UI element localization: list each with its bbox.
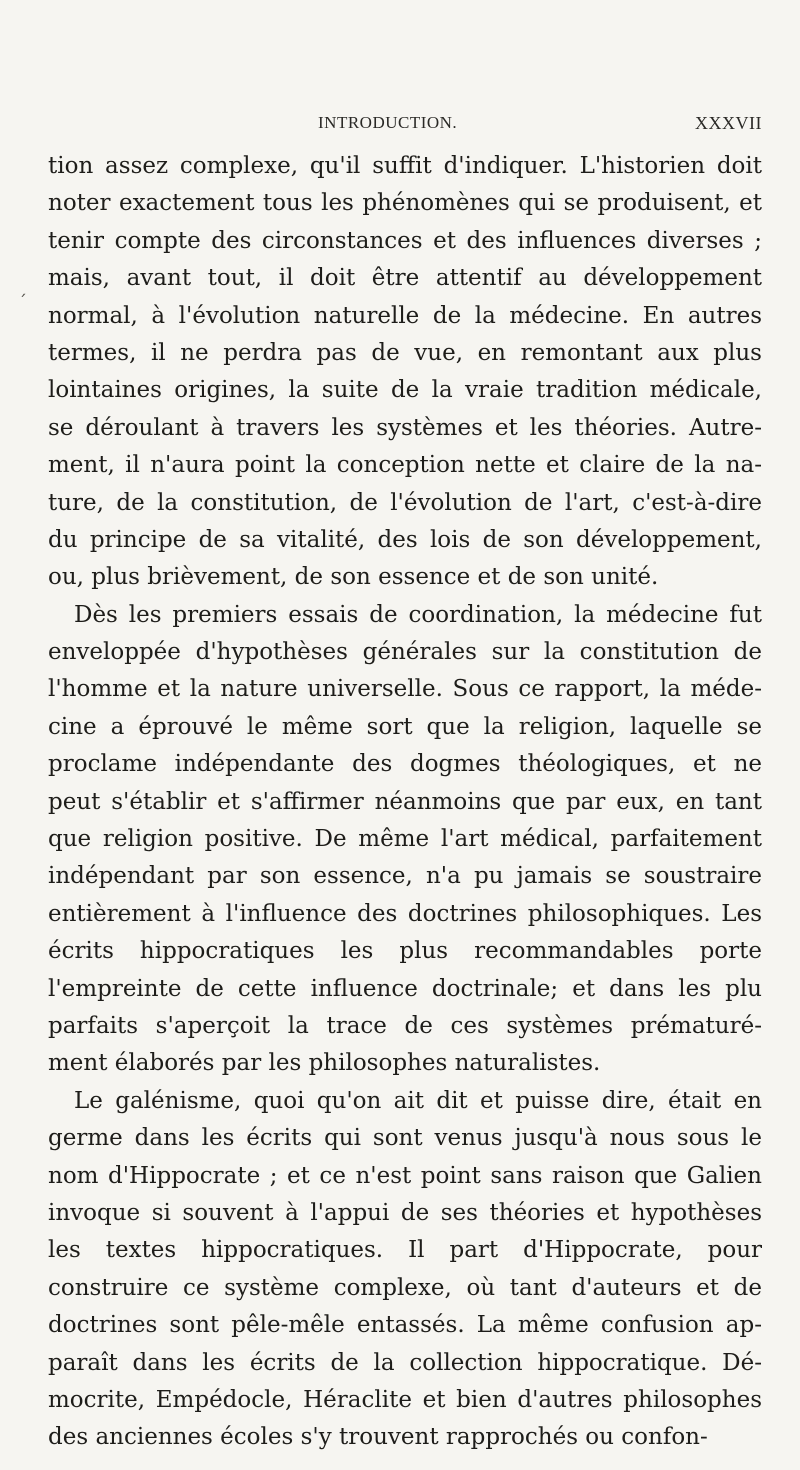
text-line: peut s'établir et s'affirmer néanmoins que par eux, en tant [48, 788, 762, 815]
text-line: paraît dans les écrits de la collection hippocratique. Dé- [48, 1349, 762, 1376]
text-line: termes, il ne perdra pas de vue, en remontant aux plus [48, 339, 762, 366]
text-line: ture, de la constitution, de l'évolution de l'art, c'est-à-dire [48, 489, 762, 516]
text-line: du principe de sa vitalité, des lois de son développement, [48, 526, 762, 553]
paragraph [48, 148, 762, 597]
text-line: que religion positive. De même l'art médical, parfaitement [48, 826, 762, 853]
page-number: XXXVII [695, 113, 762, 133]
text-line: indépendant par son essence, n'a pu jamais se soustraire [48, 863, 762, 890]
text-line: normal, à l'évolution naturelle de la médecine. En autres [48, 302, 762, 329]
text-line: tenir compte des circonstances et des influences diverses ; [48, 227, 762, 254]
text-line: mais, avant tout, il doit être attentif au développement [48, 265, 762, 292]
text-line: Dès les premiers essais de coordination, la médecine fut [74, 601, 762, 628]
text-line: des anciennes écoles s'y trouvent rapprochés ou confon- [48, 1424, 708, 1451]
paragraph [48, 597, 762, 1083]
text-line: l'homme et la nature universelle. Sous ce rapport, la méde- [48, 676, 762, 703]
text-line: parfaits s'aperçoit la trace de ces systèmes prématuré- [48, 1012, 762, 1039]
text-line: tion assez complexe, qu'il suffit d'indiquer. L'historien doit [48, 153, 762, 179]
text-line: l'empreinte de cette influence doctrinale; et dans les plu [48, 975, 762, 1002]
text-line: entièrement à l'influence des doctrines philosophiques. Les [48, 900, 762, 927]
text-line: ou, plus brièvement, de son essence et de son unité. [48, 564, 659, 591]
margin-mark: ´ [18, 292, 27, 313]
running-head [50, 113, 762, 141]
text-line: noter exactement tous les phénomènes qui se produisent, et [48, 190, 762, 217]
text-line: ment, il n'aura point la conception nette et claire de la na- [48, 452, 762, 479]
text-line: nom d'Hippocrate ; et ce n'est point sans raison que Galien [48, 1162, 762, 1189]
text-line: proclame indépendante des dogmes théologiques, et ne [48, 751, 762, 778]
text-line: se déroulant à travers les systèmes et les théories. Autre- [48, 414, 762, 441]
text-line: écrits hippocratiques les plus recommandables porte [48, 938, 762, 965]
running-head-title: INTRODUCTION. [318, 113, 458, 132]
paragraph [48, 1083, 762, 1457]
text-line: invoque si souvent à l'appui de ses théories et hypothèses [48, 1199, 762, 1226]
text-line: ment élaborés par les philosophes naturalistes. [48, 1050, 601, 1077]
text-line: germe dans les écrits qui sont venus jusqu'à nous sous le [48, 1125, 762, 1152]
text-line: mocrite, Empédocle, Héraclite et bien d'autres philosophes [48, 1386, 762, 1413]
text-line: construire ce système complexe, où tant d'auteurs et de [48, 1274, 762, 1301]
text-line: les textes hippocratiques. Il part d'Hippocrate, pour [48, 1237, 762, 1264]
text-line: Le galénisme, quoi qu'on ait dit et puisse dire, était en [74, 1087, 762, 1114]
text-line: enveloppée d'hypothèses générales sur la constitution de [48, 639, 762, 666]
body-text [48, 148, 762, 1457]
text-line: lointaines origines, la suite de la vraie tradition médicale, [48, 377, 762, 404]
text-line: doctrines sont pêle-mêle entassés. La même confusion ap- [48, 1312, 762, 1339]
text-line: cine a éprouvé le même sort que la religion, laquelle se [48, 713, 762, 740]
